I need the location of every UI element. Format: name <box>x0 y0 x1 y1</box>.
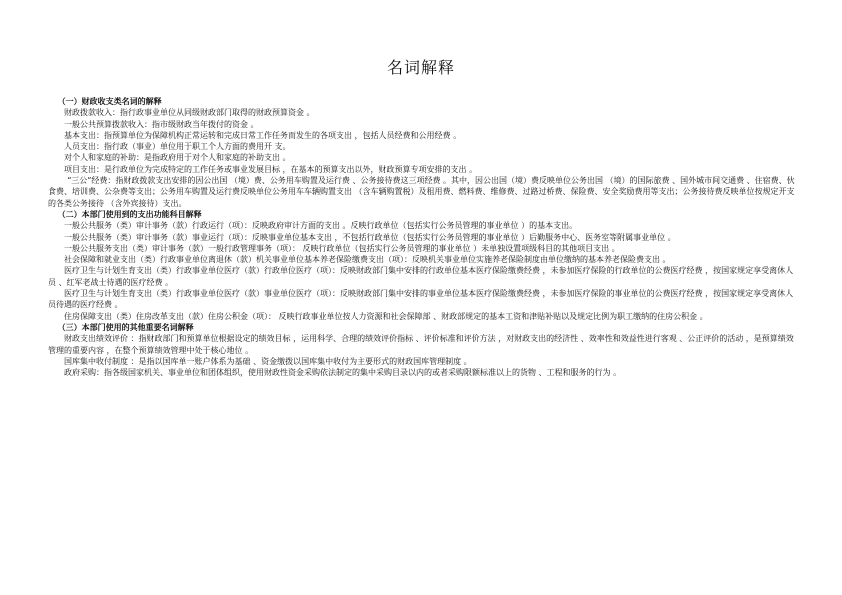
section-heading-2: （二）本部门使用到的支出功能科目解释 <box>57 208 202 219</box>
paragraph: “三公”经费：指财政拨款支出安排的因公出国 （境）费、公务用车购置及运行费 、公务接待费这三项经费 。其中，因公出国（境）费反映单位公务出国 （境）的国际旅费 、国外城市间交通费 、住宿费、伙食费、培训费、公杂费等支出；公务用车购置及运行费反映单位公务用车车辆购置支出 （含车辆购置税）及租用费、燃料费、维修费、过路过桥费、保险费、安全奖励费用等支出；公务接待费反映单位按规定开支的各类公务接待 （含外宾接待）支出。 <box>48 176 795 208</box>
paragraph: 财政拨款收入：指行政事业单位从同级财政部门取得的财政预算资金 。 <box>64 108 315 118</box>
paragraph: 国库集中收付制度 ：是指以国库单一账户体系为基础 、资金缴拨以国库集中收付为主要形式的财政国库管理制度 。 <box>64 356 472 366</box>
paragraph: 对个人和家庭的补助：是指政府用于对个人和家庭的补助支出 。 <box>64 153 291 163</box>
paragraph: 财政支出绩效评价 ：指财政部门和预算单位根据设定的绩效目标 ，运用科学、合理的绩效评价指标 、评价标准和评价方法 ，对财政支出的经济性 、效率性和效益性进行客观 、公正评价的活动 ，是预算绩效管理的重要内容 ，在整个预算绩效管理中处于核心地位 。 <box>48 334 794 355</box>
paragraph: 一般公共服务支出（类）审计事务（款）一般行政管理事务（项）： 反映行政单位（包括实行公务员管理的事业单位 ）未单独设置项级科目的其他项目支出 。 <box>64 243 620 253</box>
paragraph: 项目支出：是行政单位为完成特定的工作任务或事业发展目标 ，在基本的预算支出以外，财政预算专项安排的支出 。 <box>64 164 478 174</box>
paragraph: 一般公共预算拨款收入：指市级财政当年拨付的资金 。 <box>64 119 259 129</box>
section-heading-1: （一）财政收支类名词的解释 <box>57 96 162 106</box>
paragraph: 一般公共服务（类）审计事务（款）行政运行（项）：反映政府审计方面的支出 。反映行政单位（包括实行公务员管理的事业单位 ）的基本支出。 <box>64 221 578 231</box>
paragraph: 基本支出：指预算单位为保障机构正常运转和完成日常工作任务而发生的各项支出 ，包括人员经费和公用经费 。 <box>64 130 462 140</box>
document-body <box>48 96 798 378</box>
paragraph: 一般公共服务（类）审计事务（款）事业运行（项）：反映事业单位基本支出 ，不包括行政单位（包括实行公务员管理的事业单位 ）后勤服务中心、医务室等附属事业单位 。 <box>64 232 676 242</box>
paragraph: 人员支出：指行政（事业）单位用于职工个人方面的费用开 支。 <box>64 142 291 152</box>
paragraph: 社会保障和就业支出（类）行政事业单位离退休（款）机关事业单位基本养老保险缴费支出（项）：反映机关事业单位实施养老保险制度由单位缴纳的基本养老保险费支出 。 <box>64 255 671 265</box>
section-heading-3: （三）本部门使用的其他重要名词解释 <box>57 321 194 332</box>
paragraph: 住房保障支出（类）住房改革支出（款）住房公积金（项）： 反映行政事业单位按人力资源和社会保障部 、财政部规定的基本工资和津贴补贴以及规定比例为职工缴纳的住房公积金 。 <box>64 311 708 321</box>
page-title: 名词解释 <box>386 58 455 77</box>
paragraph: 医疗卫生与计划生育支出（类）行政事业单位医疗（款）事业单位医疗（项）：反映财政部门集中安排的事业单位基本医疗保险缴费经费 ，未参加医疗保险的事业单位的公费医疗经费 ，按国家规定享受离休人员待遇的医疗经费 。 <box>48 289 794 310</box>
paragraph: 政府采购：指各级国家机关、事业单位和团体组织，使用财政性资金采购依法制定的集中采购目录以内的或者采购限额标准以上的货物 、工程和服务的行为 。 <box>64 368 622 378</box>
paragraph: 医疗卫生与计划生育支出（类）行政事业单位医疗（款）行政单位医疗（项）：反映财政部门集中安排的行政单位基本医疗保险缴费经费 ，未参加医疗保险的行政单位的公费医疗经费 ，按国家规定享受离休人员 、红军老战士待遇的医疗经费 。 <box>48 266 794 287</box>
